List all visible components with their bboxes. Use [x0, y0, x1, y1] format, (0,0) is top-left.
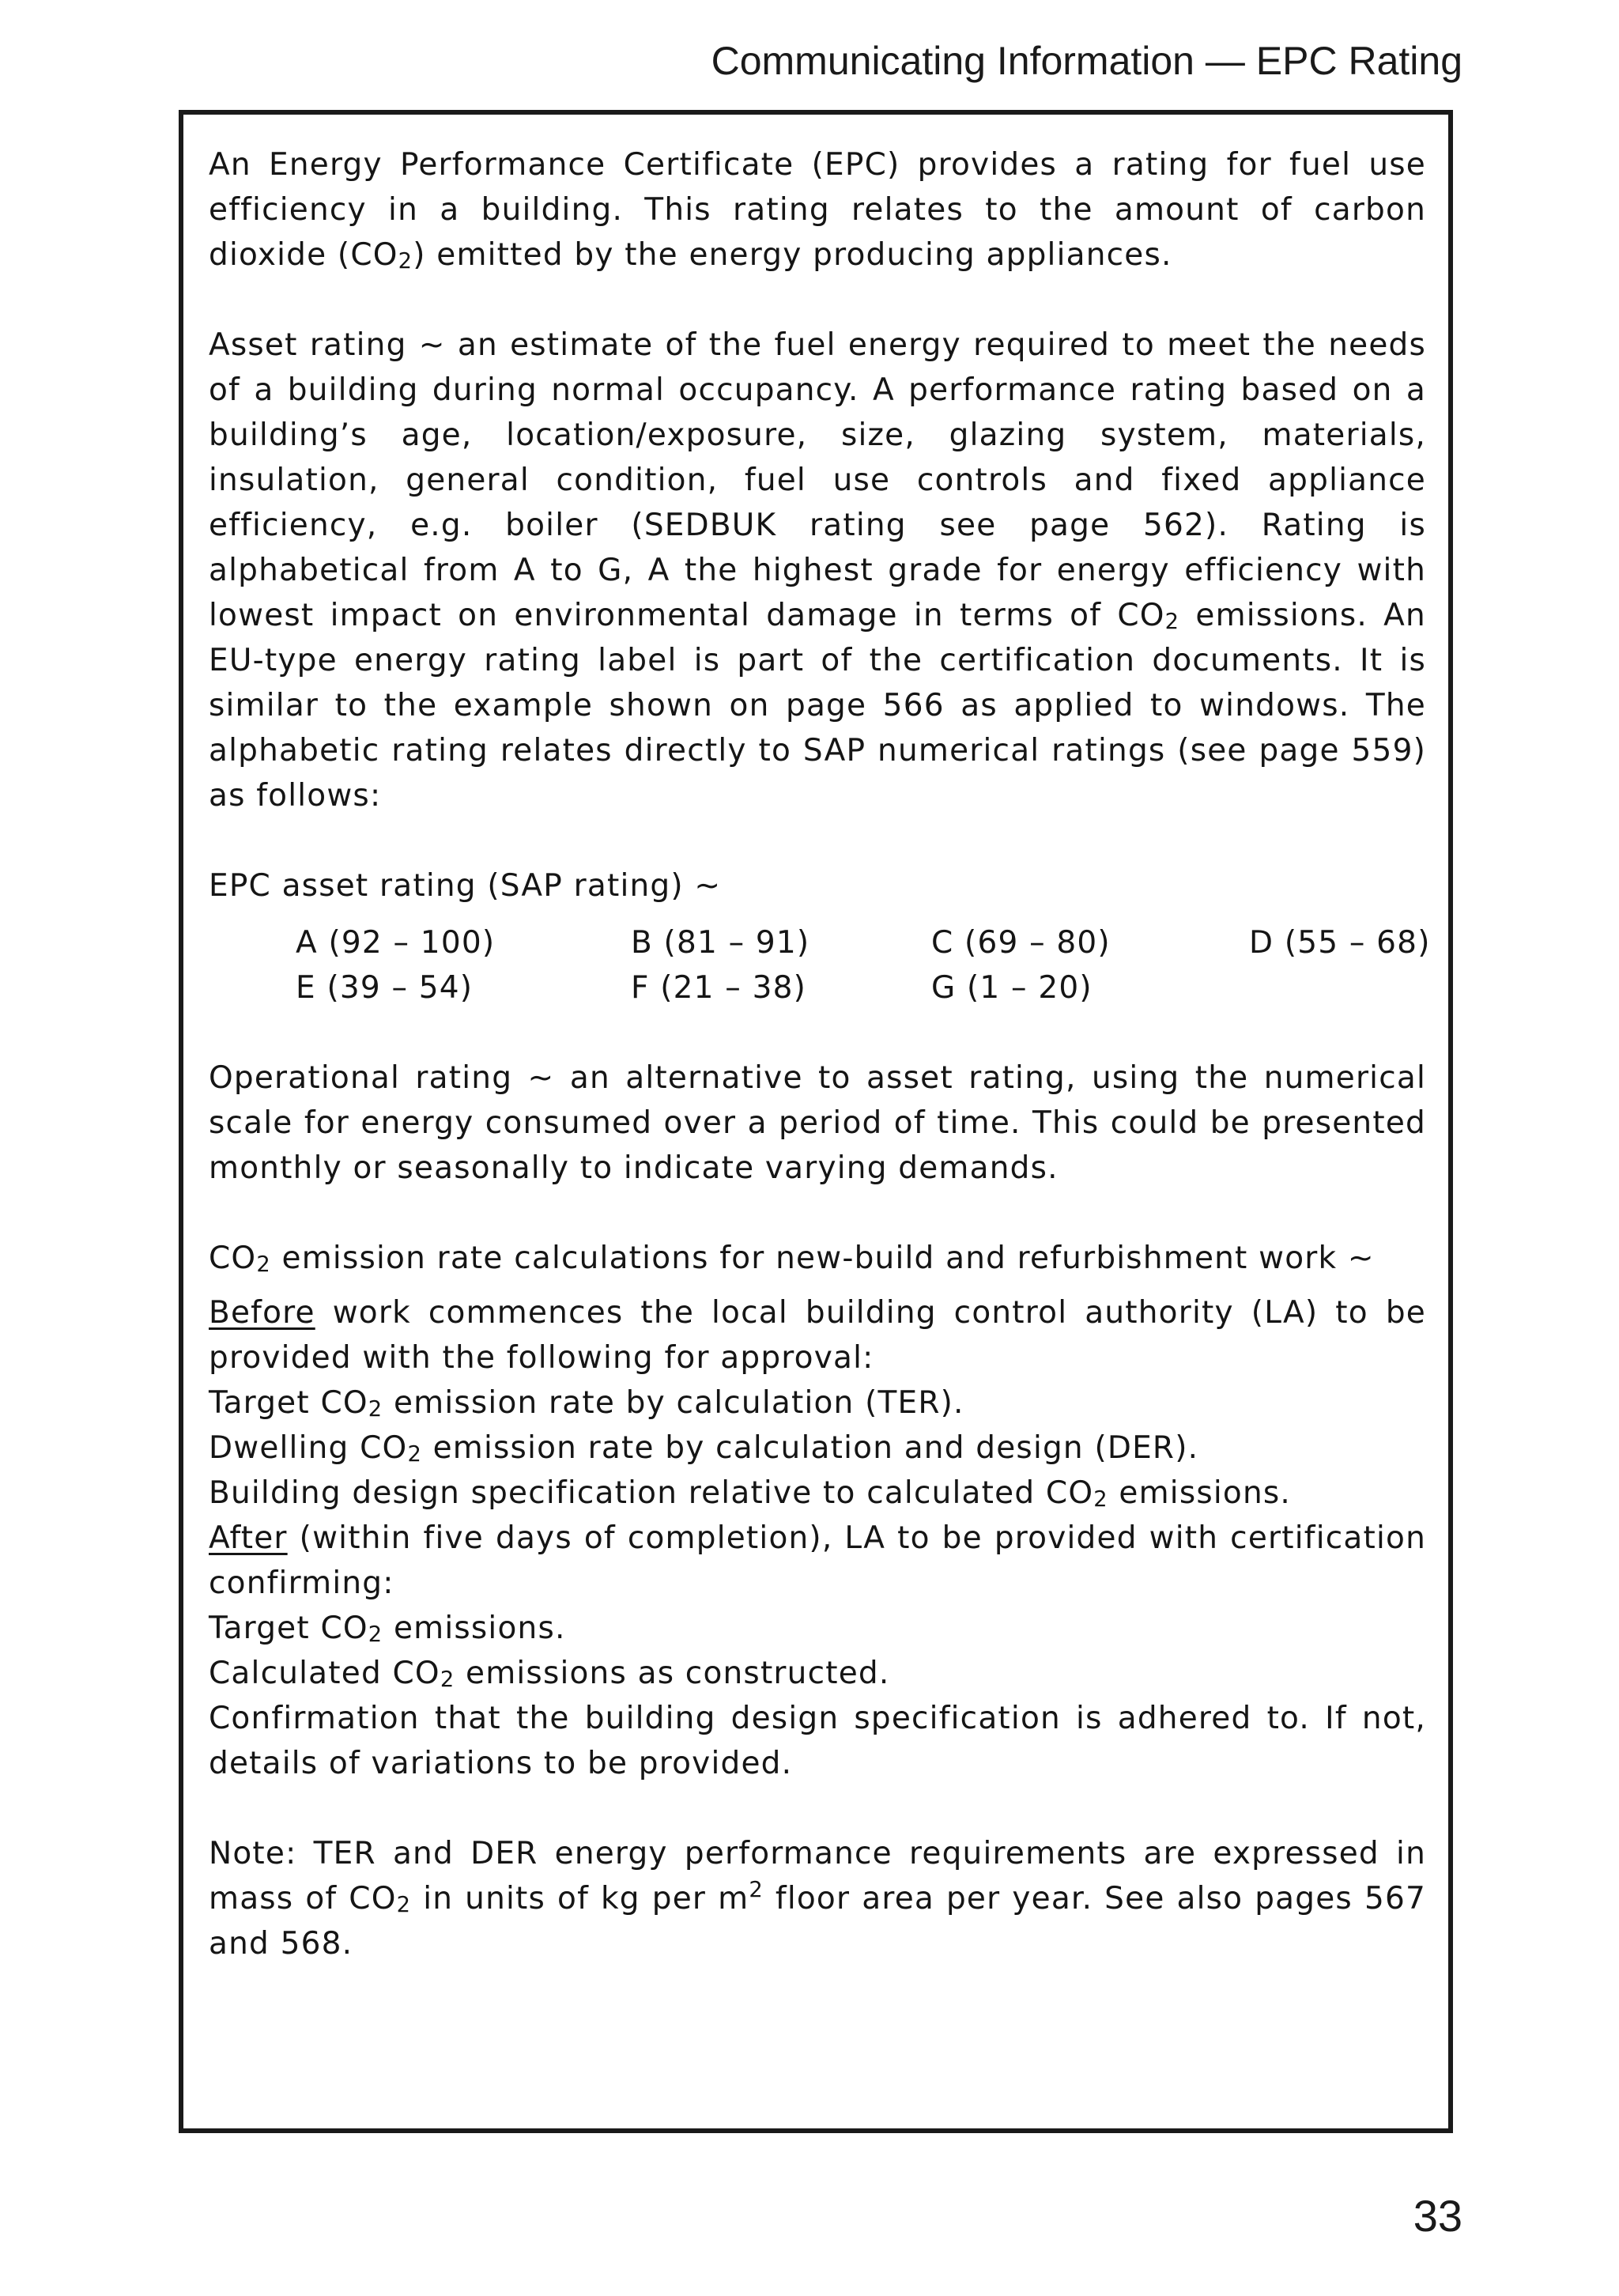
- note-paragraph: Note: TER and DER energy performance requirements are expressed in mass of $CO_2$ in units of kg per $m^2$ floor area per year. See also pages 567 and 568.: [209, 1836, 1426, 1962]
- rating-b: B (81 – 91): [631, 925, 810, 961]
- asset-rating-paragraph: Asset rating ~ an estimate of the fuel energy required to meet the needs of a building during normal occupancy. A performance rating based on a building’s age, location/exposure, size, glazing system, materials, insulation, general condition, fuel use controls and fixed appliance efficiency, e.g. boiler (SEDBUK rating see page 562). Rating is alphabetical from A to G, A the highest grade for energy efficiency with lowest impact on environmental damage in terms of $CO_2$ emissions. An EU-type energy rating label is part of the certification documents. It is similar to the example shown on page 566 as applied to windows. The alphabetic rating relates directly to SAP numerical ratings (see page 559) as follows:: [209, 327, 1426, 814]
- running-head: Communicating Information — EPC Rating: [711, 39, 1462, 83]
- epc-rating-table: [296, 920, 1431, 1010]
- rating-f: F (21 – 38): [631, 970, 807, 1006]
- rating-c: C (69 – 80): [931, 925, 1111, 961]
- epc-table-heading: EPC asset rating (SAP rating) ~: [209, 868, 722, 904]
- before-item-spec: Building design specification relative to calculated $CO_2$ emissions.: [209, 1475, 1291, 1512]
- intro-paragraph: An Energy Performance Certificate (EPC) provides a rating for fuel use efficiency in a building. This rating relates to the amount of carbon dioxide $(CO_2)$ emitted by the energy producing appliances.: [209, 147, 1426, 274]
- before-item-der: Dwelling $CO_2$ emission rate by calculation and design (DER).: [209, 1430, 1199, 1467]
- emission-heading: $CO_2$ emission rate calculations for new-build and refurbishment work ~: [209, 1241, 1375, 1278]
- operational-rating-paragraph: Operational rating ~ an alternative to asset rating, using the numerical scale for energy consumed over a period of time. This could be presented monthly or seasonally to indicate varying demands.: [209, 1060, 1426, 1186]
- rating-d: D (55 – 68): [1249, 925, 1431, 961]
- rating-g: G (1 – 20): [931, 970, 1093, 1006]
- rating-e: E (39 – 54): [296, 970, 474, 1006]
- before-item-ter: Target $CO_2$ emission rate by calculation (TER).: [209, 1385, 964, 1422]
- after-item-calculated: Calculated $CO_2$ emissions as constructed.: [209, 1656, 890, 1693]
- page-content: [209, 142, 1431, 1966]
- rating-a: A (92 – 100): [296, 925, 496, 961]
- page-number: 33: [1413, 2191, 1462, 2241]
- after-item-target: Target $CO_2$ emissions.: [209, 1611, 566, 1648]
- after-paragraph: After (within five days of completion), LA to be provided with certification confirming:: [209, 1520, 1426, 1601]
- after-item-confirmation: Confirmation that the building design specification is adhered to. If not, details of variations to be provided.: [209, 1701, 1426, 1781]
- before-paragraph: Before work commences the local building control authority (LA) to be provided with the following for approval:: [209, 1295, 1426, 1376]
